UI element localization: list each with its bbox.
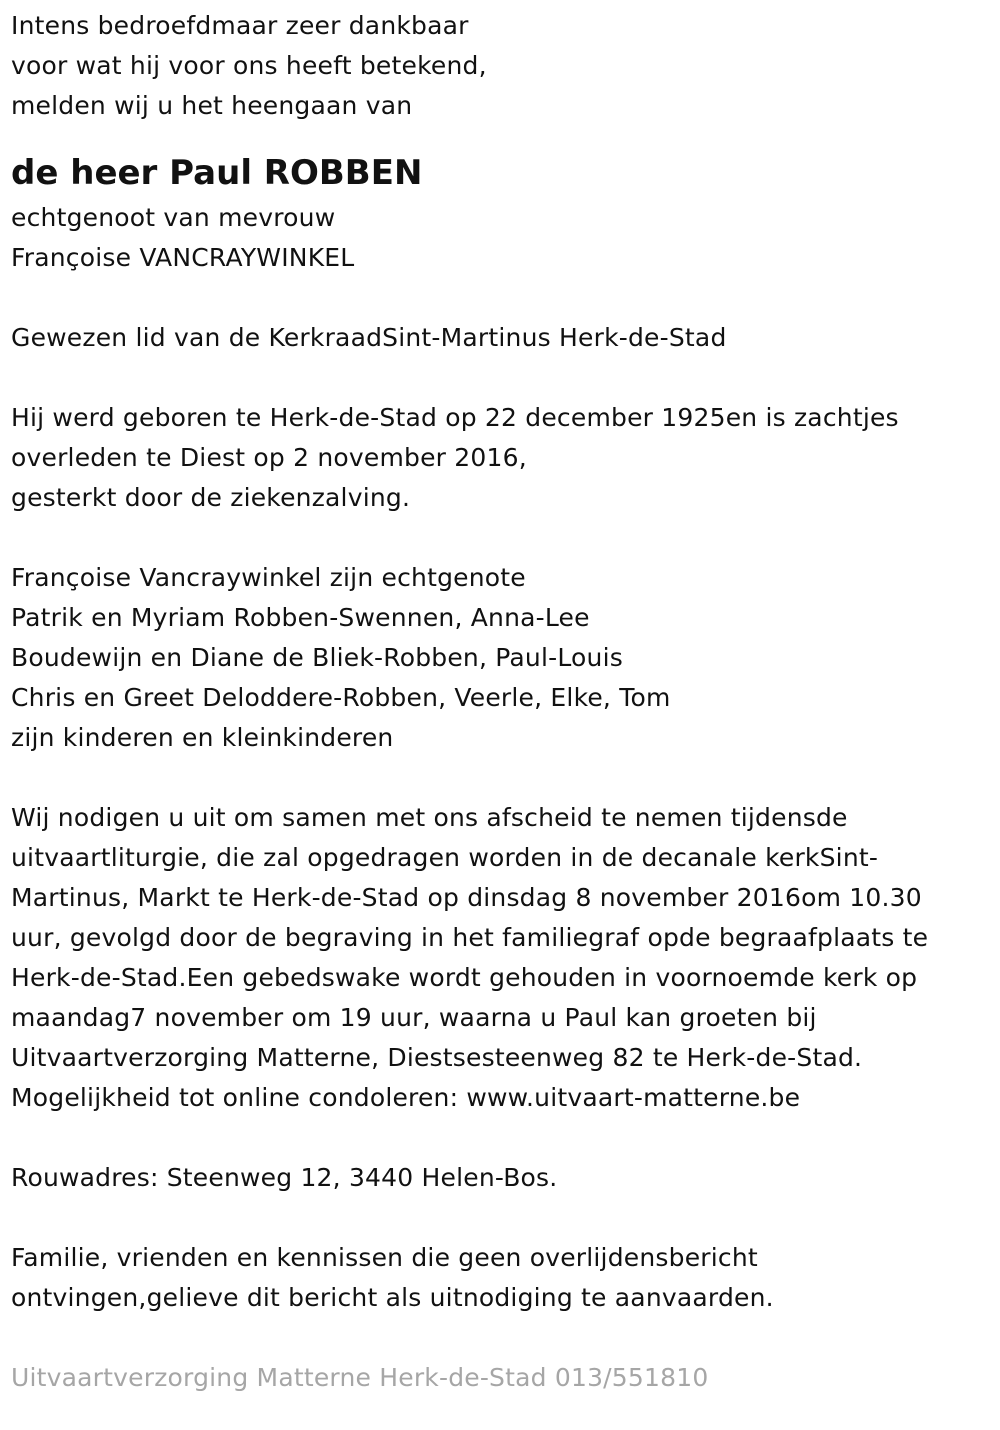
invitation-line: uur, gevolgd door de begraving in het familiegraf opde begraafplaats te	[11, 923, 929, 952]
funeral-home-footer: Uitvaartverzorging Matterne Herk-de-Stad 013/551810	[11, 1363, 709, 1392]
membership-text: Gewezen lid van de KerkraadSint-Martinus Herk-de-Stad	[11, 323, 727, 352]
family-line: Boudewijn en Diane de Bliek-Robben, Paul-Louis	[11, 643, 623, 672]
birth-death-line: Hij werd geboren te Herk-de-Stad op 22 december 1925en is zachtjes	[11, 403, 899, 432]
family-line: Patrik en Myriam Robben-Swennen, Anna-Lee	[11, 603, 590, 632]
mourning-address: Rouwadres: Steenweg 12, 3440 Helen-Bos.	[11, 1163, 558, 1192]
intro-line: Intens bedroefdmaar zeer dankbaar	[11, 11, 469, 40]
invitation-line: uitvaartliturgie, die zal opgedragen worden in de decanale kerkSint-	[11, 843, 879, 872]
invitation-line: Martinus, Markt te Herk-de-Stad op dinsdag 8 november 2016om 10.30	[11, 883, 922, 912]
invitation-line: maandag7 november om 19 uur, waarna u Paul kan groeten bij	[11, 1003, 817, 1032]
intro-line: voor wat hij voor ons heeft betekend,	[11, 51, 487, 80]
family-line: Chris en Greet Deloddere-Robben, Veerle, Elke, Tom	[11, 683, 671, 712]
intro-line: melden wij u het heengaan van	[11, 91, 413, 120]
closing-line: Familie, vrienden en kennissen die geen overlijdensbericht	[11, 1243, 758, 1272]
closing-line: ontvingen,gelieve dit bericht als uitnodiging te aanvaarden.	[11, 1283, 774, 1312]
intro-section	[11, 0, 991, 126]
invitation-line: Mogelijkheid tot online condoleren: www.uitvaart-matterne.be	[11, 1083, 801, 1112]
family-section	[11, 558, 991, 758]
spouse-section	[11, 198, 991, 278]
closing-section	[11, 1238, 991, 1318]
birth-death-section	[11, 398, 991, 518]
family-line: zijn kinderen en kleinkinderen	[11, 723, 394, 752]
invitation-line: Uitvaartverzorging Matterne, Diestsesteenweg 82 te Herk-de-Stad.	[11, 1043, 863, 1072]
invitation-section	[11, 798, 991, 1118]
deceased-name: de heer Paul ROBBEN	[11, 153, 423, 193]
spouse-line: Françoise VANCRAYWINKEL	[11, 243, 355, 272]
invitation-line: Herk-de-Stad.Een gebedswake wordt gehouden in voornoemde kerk op	[11, 963, 918, 992]
invitation-line: Wij nodigen u uit om samen met ons afscheid te nemen tijdensde	[11, 803, 848, 832]
obituary-notice	[11, 0, 991, 1398]
birth-death-line: gesterkt door de ziekenzalving.	[11, 483, 411, 512]
birth-death-line: overleden te Diest op 2 november 2016,	[11, 443, 527, 472]
family-line: Françoise Vancraywinkel zijn echtgenote	[11, 563, 526, 592]
spouse-line: echtgenoot van mevrouw	[11, 203, 336, 232]
